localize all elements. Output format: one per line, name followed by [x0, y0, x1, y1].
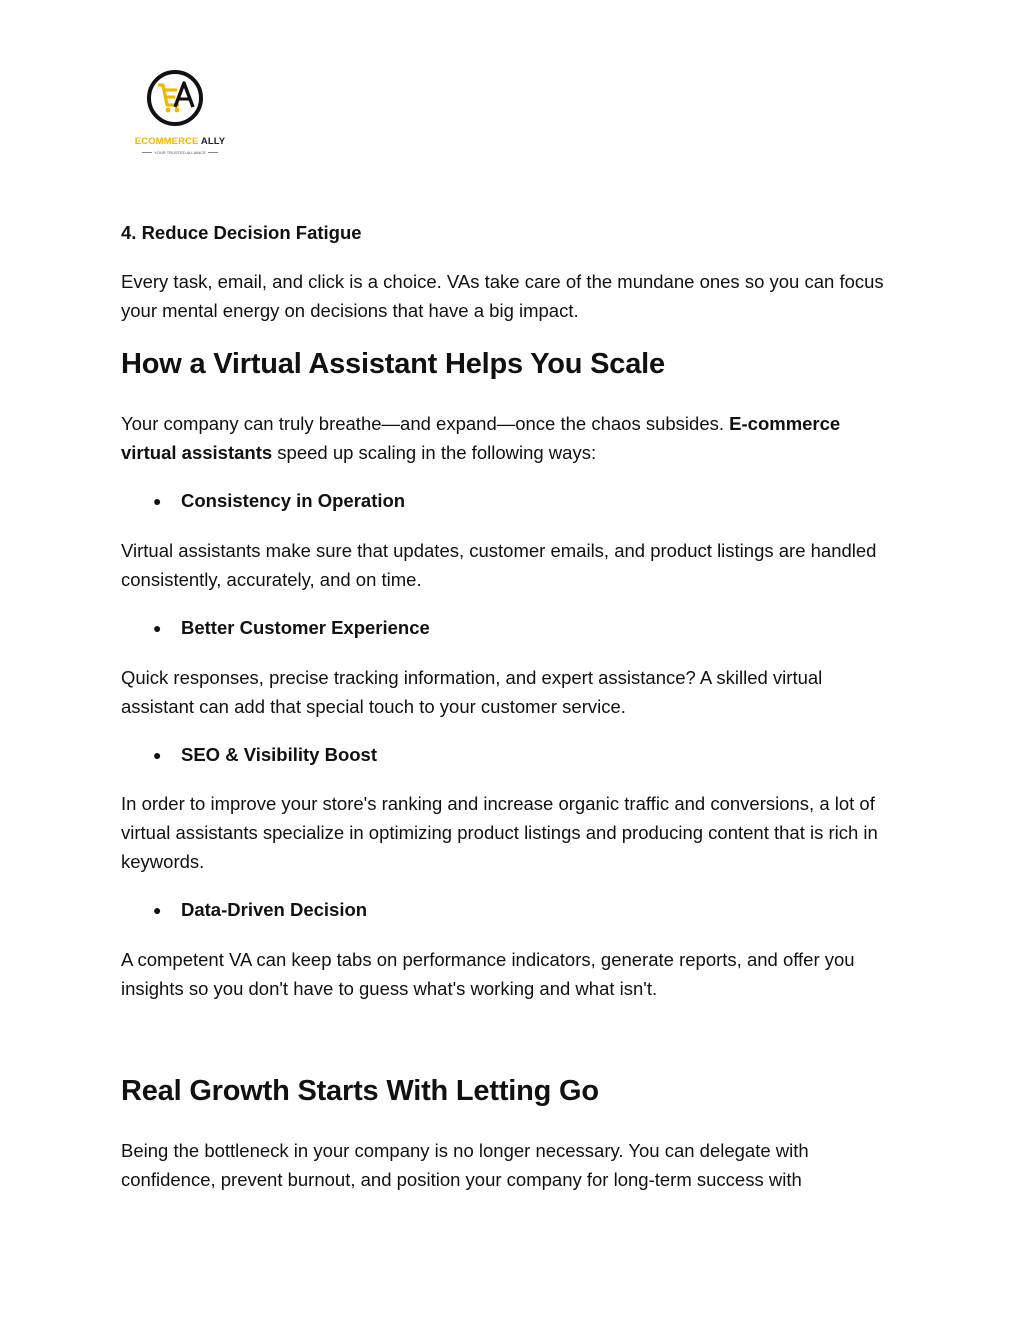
- bullet-title: SEO & Visibility Boost: [181, 744, 378, 765]
- ea-cart-logo-icon: [147, 70, 203, 126]
- bullet-title: Data-Driven Decision: [181, 899, 368, 920]
- bullet-dot: ●: [153, 620, 162, 636]
- scale-intro-bold: E-commerce virtual assistants: [121, 413, 841, 463]
- growth-paragraph: Being the bottleneck in your company is no longer necessary. You can delegate with confidence, prevent burnout, and position your company for long-term success with: [121, 1140, 809, 1190]
- bullet-paragraph: Virtual assistants make sure that updates, customer emails, and product listings are handled consistently, accurately, and on time.: [121, 540, 877, 590]
- brand-tagline: [130, 150, 230, 155]
- scale-intro-paragraph: [121, 409, 891, 467]
- scale-intro-before: Your company can truly breathe—and expand—once the chaos subsides.: [121, 413, 730, 434]
- scale-intro-after: speed up scaling in the following ways:: [272, 442, 597, 463]
- brand-name: [130, 136, 230, 147]
- section-4-heading: 4. Reduce Decision Fatigue: [121, 222, 362, 243]
- bullet-dot: ●: [153, 493, 162, 509]
- brand-logo: [130, 70, 230, 162]
- bullet-dot: ●: [153, 747, 162, 763]
- bullet-paragraph: Quick responses, precise tracking information, and expert assistance? A skilled virtual assistant can add that special touch to your customer service.: [121, 667, 823, 717]
- bullet-paragraph: A competent VA can keep tabs on performance indicators, generate reports, and offer you insights so you don't have to guess what's working and what isn't.: [121, 949, 855, 999]
- growth-section-heading: Real Growth Starts With Letting Go: [121, 1075, 599, 1107]
- brand-tagline-text: YOUR TRUSTED ALLIANCE: [154, 150, 206, 155]
- scale-section-heading: How a Virtual Assistant Helps You Scale: [121, 348, 665, 380]
- brand-word-2: ALLY: [200, 136, 226, 147]
- section-4-paragraph: Every task, email, and click is a choice. VAs take care of the mundane ones so you can focus your mental energy on decisions that have a big impact.: [121, 271, 884, 321]
- bullet-title: Better Customer Experience: [181, 617, 430, 638]
- bullet-dot: ●: [153, 902, 162, 918]
- bullet-paragraph: In order to improve your store's ranking and increase organic traffic and conversions, a lot of virtual assistants specialize in optimizing product listings and producing content that is rich in keywords.: [121, 793, 878, 872]
- bullet-title: Consistency in Operation: [181, 490, 406, 511]
- brand-word-1: ECOMMERCE: [134, 136, 199, 147]
